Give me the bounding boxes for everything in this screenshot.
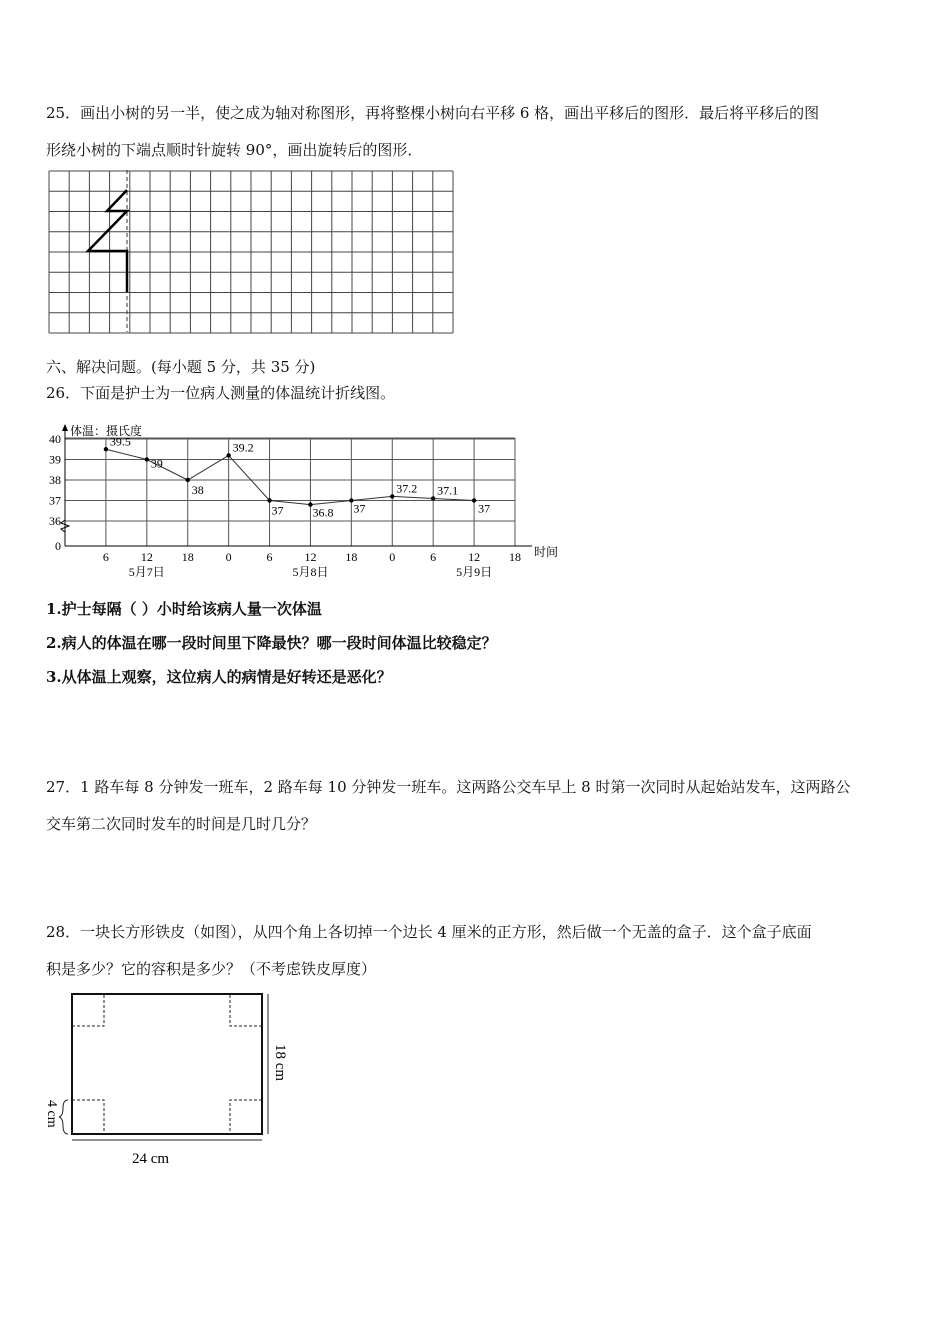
x-tick-label: 12 (468, 550, 481, 564)
q27-text-line2: 交车第二次同时发车的时间是几时几分？ (46, 815, 317, 833)
data-point (186, 478, 190, 482)
x-tick-label: 12 (140, 550, 153, 564)
y-tick-label: 38 (49, 473, 61, 487)
data-point (104, 447, 108, 451)
temperature-line-chart (44, 422, 574, 578)
y-tick-label: 40 (49, 432, 61, 446)
y-tick-label: 36 (49, 514, 61, 528)
x-tick-label: 6 (102, 550, 109, 564)
q25-text-line1: 25．画出小树的另一半，使之成为轴对称图形，再将整棵小树向右平移 6 格，画出平移后的图形．最后将平移后的图 (46, 104, 820, 122)
q26-intro: 26．下面是护士为一位病人测量的体温统计折线图。 (46, 384, 396, 402)
x-tick-label: 18 (345, 550, 358, 564)
half-tree-outline (88, 190, 127, 292)
y-tick-label: 37 (49, 493, 61, 508)
day-label: 5月9日 (456, 565, 493, 578)
data-point (472, 498, 476, 502)
day-label: 5月8日 (292, 565, 329, 578)
iron-sheet-rect (72, 994, 262, 1134)
x-tick-label: 0 (389, 550, 396, 564)
data-point (390, 494, 394, 498)
corner-square-bottom-left (72, 1100, 104, 1134)
q28-text-line2: 积是多少？它的容积是多少？（不考虑铁皮厚度） (46, 960, 377, 978)
data-point (431, 496, 435, 500)
q27-text-line1: 27．1 路车每 8 分钟发一班车，2 路车每 10 分钟发一班车。这两路公交车早上 8 时第一次同时从起始站发车，这两路公 (46, 778, 851, 796)
corner-dimension-brace (59, 1100, 68, 1134)
q28-sheet-figure (44, 988, 304, 1173)
corner-size-label: 4 cm (44, 1100, 59, 1128)
x-tick-label: 6 (430, 550, 437, 564)
q25-grid-figure (48, 170, 454, 334)
corner-square-bottom-right (230, 1100, 262, 1134)
width-label: 24 cm (132, 1151, 170, 1167)
data-value-label: 37 (478, 501, 491, 516)
data-value-label: 39.2 (232, 440, 254, 455)
q25-text-line2: 形绕小树的下端点顺时针旋转 90°，画出旋转后的图形． (46, 141, 423, 159)
data-point (226, 453, 230, 457)
q28-text-line1: 28．一块长方形铁皮（如图），从四个角上各切掉一个边长 4 厘米的正方形，然后做一个无盖的盒子．这个盒子底面 (46, 923, 812, 941)
data-point (145, 457, 149, 461)
corner-square-top-left (72, 994, 104, 1026)
data-value-label: 36.8 (312, 505, 334, 520)
y-tick-label: 39 (49, 452, 61, 467)
data-value-label: 37 (271, 503, 284, 518)
data-value-label: 38 (191, 483, 204, 497)
x-axis-label: 时间 (534, 545, 559, 559)
x-tick-label: 18 (509, 550, 521, 564)
height-label: 18 cm (272, 1044, 288, 1082)
data-value-label: 39.5 (109, 434, 131, 449)
data-value-label: 37 (353, 501, 366, 516)
section-heading: 六、解决问题。(每小题 5 分，共 35 分) (46, 358, 316, 376)
q26-sub1: 1.护士每隔（ ）小时给该病人量一次体温 (46, 600, 322, 618)
x-tick-label: 6 (266, 550, 273, 564)
day-label: 5月7日 (128, 565, 165, 578)
x-tick-label: 0 (225, 550, 232, 564)
x-tick-label: 18 (181, 550, 194, 564)
data-value-label: 37.1 (437, 483, 459, 498)
data-value-label: 37.2 (396, 481, 418, 496)
y-axis-label: 体温：摄氏度 (70, 424, 143, 438)
q26-sub3: 3.从体温上观察，这位病人的病情是好转还是恶化？ (46, 668, 392, 686)
data-point (267, 498, 271, 502)
data-value-label: 39 (150, 456, 163, 471)
corner-square-top-right (230, 994, 262, 1026)
y-axis-arrow (62, 424, 68, 431)
x-tick-label: 12 (304, 550, 317, 564)
y-tick-label: 0 (55, 539, 61, 553)
q26-sub2: 2.病人的体温在哪一段时间里下降最快？哪一段时间体温比较稳定？ (46, 634, 497, 652)
